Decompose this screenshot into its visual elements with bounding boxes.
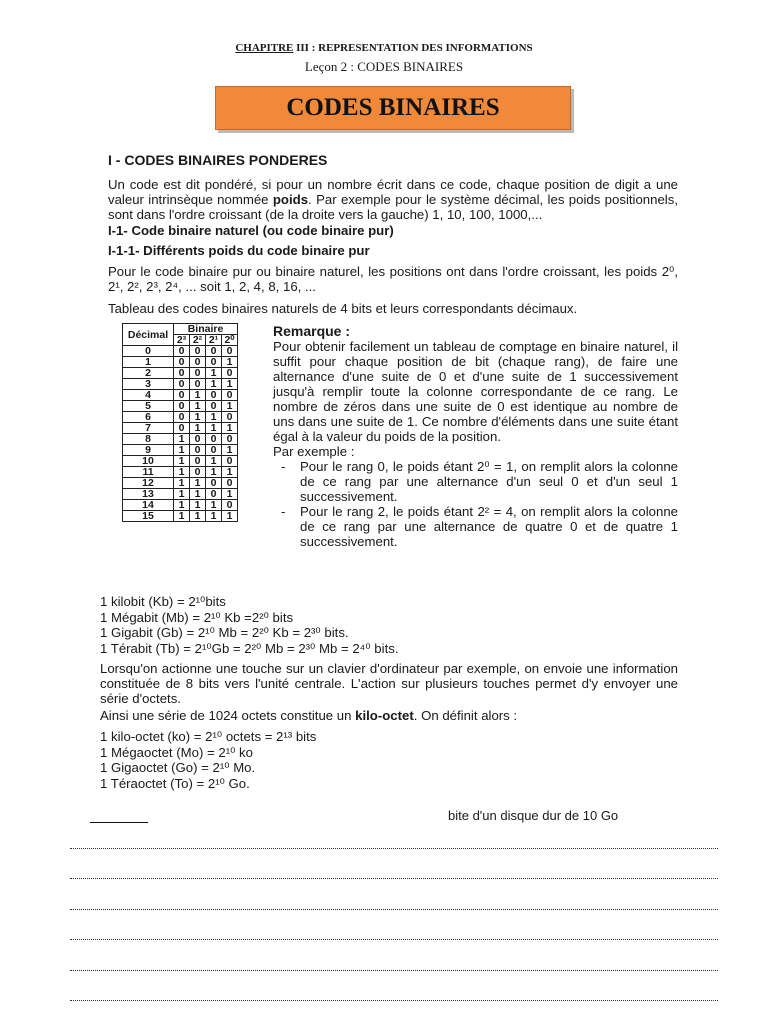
subsection-1-1: I-1-1- Différents poids du code binaire pur xyxy=(108,243,370,258)
bit-cell: 0 xyxy=(174,368,190,379)
answer-line[interactable] xyxy=(70,939,718,941)
table-row xyxy=(123,423,238,434)
bit-cell: 0 xyxy=(190,456,206,467)
example-item: - Pour le rang 0, le poids étant 2⁰ = 1, on remplit alors la colonne de ce rang par une alternance d'un seul 0 et d'un seul 1 successivement. xyxy=(273,459,678,504)
bit-header: 2³ xyxy=(174,335,190,346)
bit-cell: 0 xyxy=(190,434,206,445)
decimal-cell: 0 xyxy=(123,346,174,357)
table-row xyxy=(123,478,238,489)
kilo-text-bold: kilo-octet xyxy=(355,708,414,723)
subsection-1: I-1- Code binaire naturel (ou code binaire pur) xyxy=(108,223,394,238)
bit-cell: 1 xyxy=(222,445,238,456)
bit-cell: 1 xyxy=(174,478,190,489)
bit-cell: 1 xyxy=(174,456,190,467)
bit-cell: 0 xyxy=(174,412,190,423)
bit-cell: 0 xyxy=(206,489,222,500)
answer-line[interactable] xyxy=(70,970,718,972)
decimal-cell: 12 xyxy=(123,478,174,489)
chapter-title: III : REPRESENTATION DES INFORMATIONS xyxy=(296,42,533,54)
bit-cell: 1 xyxy=(174,500,190,511)
bit-cell: 0 xyxy=(206,434,222,445)
answer-line[interactable] xyxy=(70,1000,718,1002)
bit-cell: 1 xyxy=(174,434,190,445)
weights-paragraph: Pour le code binaire pur ou binaire naturel, les positions ont dans l'ordre croissant, les poids 2⁰, 2¹, 2², 2³, 2⁴, ... soit 1, 2, 4, 8, 16, ... xyxy=(108,264,678,294)
bit-cell: 1 xyxy=(206,500,222,511)
lesson-title: Leçon 2 : CODES BINAIRES xyxy=(304,59,464,74)
bit-cell: 1 xyxy=(174,489,190,500)
bit-cell: 0 xyxy=(190,379,206,390)
table-row xyxy=(123,379,238,390)
bit-cell: 0 xyxy=(174,346,190,357)
bit-cell: 0 xyxy=(222,500,238,511)
decimal-cell: 15 xyxy=(123,511,174,522)
decimal-cell: 14 xyxy=(123,500,174,511)
bit-cell: 0 xyxy=(206,346,222,357)
bit-header: 2⁰ xyxy=(222,335,238,346)
unit-line: 1 Mégaoctet (Mo) = 2¹⁰ ko xyxy=(100,744,253,760)
bit-cell: 0 xyxy=(190,357,206,368)
section-title: I - CODES BINAIRES PONDERES xyxy=(108,152,328,168)
remark-block xyxy=(273,323,678,549)
bit-cell: 0 xyxy=(190,346,206,357)
intro-text-b: . Par exemple pour le système décimal, les poids positionnels, sont dans l'ordre croissant (de la droite vers la gauche) 1, 10, 100, 1000,... xyxy=(108,192,678,222)
bit-cell: 0 xyxy=(174,423,190,434)
bit-cell: 0 xyxy=(190,445,206,456)
table-row xyxy=(123,500,238,511)
kilo-text-b: . On définit alors : xyxy=(413,708,518,723)
bit-cell: 0 xyxy=(206,357,222,368)
bit-cell: 1 xyxy=(222,467,238,478)
intro-text-bold: poids xyxy=(272,192,309,207)
table-row xyxy=(123,456,238,467)
decimal-cell: 11 xyxy=(123,467,174,478)
bit-cell: 1 xyxy=(206,379,222,390)
bit-cell: 1 xyxy=(190,401,206,412)
bit-cell: 1 xyxy=(206,423,222,434)
table-row xyxy=(123,511,238,522)
kilo-text-a: Ainsi une série de 1024 octets constitue un xyxy=(100,708,356,723)
bit-cell: 1 xyxy=(222,423,238,434)
decimal-cell: 3 xyxy=(123,379,174,390)
decimal-cell: 5 xyxy=(123,401,174,412)
binary-table xyxy=(122,323,238,522)
bit-cell: 1 xyxy=(222,401,238,412)
header-binaire: Binaire xyxy=(174,324,238,335)
decimal-cell: 8 xyxy=(123,434,174,445)
bit-cell: 1 xyxy=(174,445,190,456)
kilo-octet-line xyxy=(100,708,517,723)
bit-cell: 0 xyxy=(206,478,222,489)
bit-cell: 0 xyxy=(174,390,190,401)
bit-cell: 0 xyxy=(222,346,238,357)
table-row xyxy=(123,390,238,401)
bit-cell: 1 xyxy=(174,467,190,478)
example-label: Par exemple : xyxy=(273,444,355,459)
bit-cell: 0 xyxy=(222,368,238,379)
bit-header: 2² xyxy=(190,335,206,346)
bit-cell: 0 xyxy=(174,401,190,412)
bit-cell: 1 xyxy=(190,500,206,511)
answer-underline xyxy=(90,822,148,823)
answer-line[interactable] xyxy=(70,909,718,911)
bit-cell: 1 xyxy=(206,456,222,467)
octet-units-list xyxy=(100,729,316,791)
table-row xyxy=(123,445,238,456)
table-row xyxy=(123,412,238,423)
decimal-cell: 1 xyxy=(123,357,174,368)
chapter-label: CHAPITRE xyxy=(235,42,294,54)
binary-table-body xyxy=(123,346,238,522)
unit-line: 1 Téraoctet (To) = 2¹⁰ Go. xyxy=(100,775,250,791)
exercise-text: bite d'un disque dur de 10 Go xyxy=(448,808,619,823)
bit-cell: 0 xyxy=(174,357,190,368)
bit-cell: 1 xyxy=(206,511,222,522)
octets-paragraph: Lorsqu'on actionne une touche sur un clavier d'ordinateur par exemple, on envoie une information constituée de 8 bits vers l'unité centrale. L'action sur plusieurs touches permet d'y envoyer une série d'octets. xyxy=(100,661,678,706)
binary-table-wrapper xyxy=(122,323,238,522)
decimal-cell: 2 xyxy=(123,368,174,379)
example-list xyxy=(273,459,678,549)
bit-cell: 1 xyxy=(222,357,238,368)
decimal-cell: 13 xyxy=(123,489,174,500)
unit-line: 1 Mégabit (Mb) = 2¹⁰ Kb =2²⁰ bits xyxy=(100,609,294,625)
unit-line: 1 kilo-octet (ko) = 2¹⁰ octets = 2¹³ bits xyxy=(100,729,317,744)
decimal-cell: 9 xyxy=(123,445,174,456)
decimal-cell: 7 xyxy=(123,423,174,434)
bit-cell: 1 xyxy=(190,423,206,434)
table-row xyxy=(123,434,238,445)
bit-cell: 1 xyxy=(190,489,206,500)
chapter-heading xyxy=(0,42,768,54)
table-row xyxy=(123,401,238,412)
bit-cell: 1 xyxy=(190,478,206,489)
unit-line: 1 Gigabit (Gb) = 2¹⁰ Mb = 2²⁰ Kb = 2³⁰ bits. xyxy=(100,625,349,640)
answer-line[interactable] xyxy=(70,878,718,880)
bit-cell: 0 xyxy=(222,478,238,489)
bit-cell: 1 xyxy=(206,467,222,478)
bit-cell: 0 xyxy=(206,401,222,412)
bit-cell: 1 xyxy=(190,390,206,401)
title-banner: CODES BINAIRES xyxy=(215,86,571,130)
example-item: - Pour le rang 2, le poids étant 2² = 4, on remplit alors la colonne de ce rang par une alternance de quatre 0 et de quatre 1 successivement. xyxy=(273,504,678,549)
bit-cell: 0 xyxy=(206,445,222,456)
unit-line: 1 Térabit (Tb) = 2¹⁰Gb = 2²⁰ Mb = 2³⁰ Mb = 2⁴⁰ bits. xyxy=(100,640,399,656)
decimal-cell: 6 xyxy=(123,412,174,423)
table-row xyxy=(123,346,238,357)
intro-paragraph xyxy=(108,177,678,222)
decimal-cell: 10 xyxy=(123,456,174,467)
table-row xyxy=(123,467,238,478)
table-caption: Tableau des codes binaires naturels de 4 bits et leurs correspondants décimaux. xyxy=(108,301,578,316)
table-row xyxy=(123,368,238,379)
remark-body: Pour obtenir facilement un tableau de comptage en binaire naturel, il suffit pour chaque position de bit (chaque rang), de faire une alternance d'une suite de 0 et d'une suite de 1 successivement jusqu'à remplir toute la colonne correspondante de ce rang. Le nombre de zéros dans une suite de 0 est identique au nombre de uns dans une suite de 1. Ce nombre d'éléments dans une suite étant égal à la valeur du poids de la position. xyxy=(273,339,678,444)
bit-cell: 1 xyxy=(190,511,206,522)
table-row xyxy=(123,357,238,368)
bit-cell: 1 xyxy=(222,511,238,522)
intro-text-a: Un code est dit pondéré, si pour un nombre écrit dans ce code, chaque position de digit a une valeur intrinsèque nommée xyxy=(108,177,678,207)
bit-cell: 1 xyxy=(190,412,206,423)
bit-cell: 0 xyxy=(222,390,238,401)
bit-cell: 0 xyxy=(206,390,222,401)
bit-cell: 1 xyxy=(206,412,222,423)
bit-units-list xyxy=(100,594,399,656)
bit-cell: 0 xyxy=(222,412,238,423)
header-decimal: Décimal xyxy=(123,324,174,346)
answer-line[interactable] xyxy=(70,848,718,850)
table-row xyxy=(123,489,238,500)
decimal-cell: 4 xyxy=(123,390,174,401)
remark-title: Remarque : xyxy=(273,323,351,339)
bit-cell: 0 xyxy=(222,434,238,445)
bit-cell: 1 xyxy=(222,489,238,500)
bit-cell: 1 xyxy=(174,511,190,522)
bit-cell: 1 xyxy=(206,368,222,379)
bit-cell: 0 xyxy=(174,379,190,390)
bit-cell: 0 xyxy=(190,368,206,379)
unit-line: 1 Gigaoctet (Go) = 2¹⁰ Mo. xyxy=(100,760,256,775)
unit-line: 1 kilobit (Kb) = 2¹⁰bits xyxy=(100,594,226,609)
bit-header: 2¹ xyxy=(206,335,222,346)
bit-cell: 0 xyxy=(190,467,206,478)
bit-cell: 1 xyxy=(222,379,238,390)
bit-cell: 0 xyxy=(222,456,238,467)
